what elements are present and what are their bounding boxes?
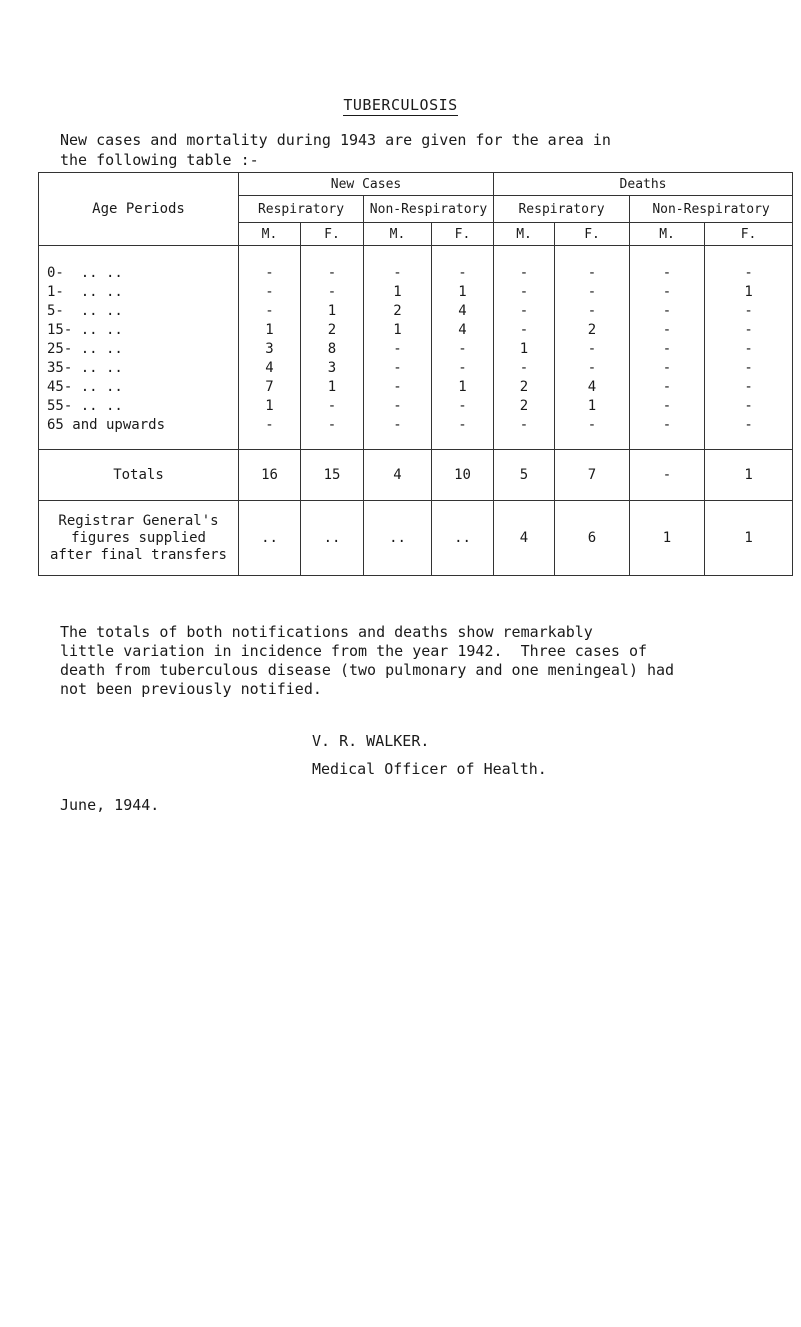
table-cell: 1 [265,322,274,338]
new-respiratory-header: Respiratory [239,196,364,223]
table-cell: - [519,265,529,281]
sex-header: F. [432,223,494,246]
table-cell: 1 [393,322,402,338]
deaths-respiratory-header: Respiratory [494,196,630,223]
table-cell: 4 [458,303,467,319]
registrar-value: 6 [555,501,630,576]
table-cell: - [662,360,672,376]
table-cell: - [519,322,529,338]
table-cell: 1 [519,341,529,357]
table-cell: - [327,265,337,281]
table-cell: - [265,265,274,281]
value-column [364,246,432,450]
table-cell: - [587,341,597,357]
new-cases-header: New Cases [239,173,494,196]
table-cell: 4 [458,322,467,338]
total-value: 5 [494,450,555,501]
report-date: June, 1944. [60,796,160,814]
registrar-label: Registrar General's figures supplied after final transfers [39,501,239,576]
page-title: TUBERCULOSIS [343,96,458,114]
table-cell: 2 [519,398,529,414]
table-cell: 1 [327,379,337,395]
registrar-value: .. [432,501,494,576]
table-cell: 7 [265,379,274,395]
table-cell: - [662,303,672,319]
table-cell: - [662,398,672,414]
summary-paragraph [60,623,780,699]
value-column [705,246,793,450]
table-cell: - [393,417,402,433]
age-period: 0- .. .. [47,265,123,281]
registrar-value: 4 [494,501,555,576]
sex-header: M. [364,223,432,246]
age-periods-column [39,246,239,450]
registrar-value: .. [301,501,364,576]
age-period: 15- .. .. [47,322,123,338]
age-period: 45- .. .. [47,379,123,395]
table-cell: 8 [327,341,337,357]
table-cell: 1 [458,379,467,395]
table-cell: - [662,322,672,338]
paragraph-line: The totals of both notifications and deaths show remarkably [60,623,593,641]
tuberculosis-table [38,172,793,576]
intro-text [60,130,760,170]
sex-header: F. [555,223,630,246]
table-cell: - [393,341,402,357]
table-cell: - [265,417,274,433]
table-cell: - [744,341,753,357]
table-cell: - [458,398,467,414]
table-cell: 3 [327,360,337,376]
value-column [555,246,630,450]
table-cell: - [744,379,753,395]
totals-label: Totals [39,450,239,501]
table-cell: 4 [587,379,597,395]
sex-header: M. [494,223,555,246]
paragraph-line: little variation in incidence from the year 1942. Three cases of [60,642,647,660]
table-cell: - [519,417,529,433]
table-cell: - [744,360,753,376]
table-cell: - [393,265,402,281]
registrar-value: 1 [630,501,705,576]
table-cell: - [393,360,402,376]
table-cell: 3 [265,341,274,357]
table-cell: 2 [393,303,402,319]
registrar-value: .. [364,501,432,576]
value-column [630,246,705,450]
totals-row [39,450,793,501]
deaths-header: Deaths [494,173,793,196]
table-cell: - [458,417,467,433]
table-cell: - [662,341,672,357]
table-cell: 1 [327,303,337,319]
table-cell: - [393,398,402,414]
age-period: 65 and upwards [47,417,166,433]
table-cell: - [662,417,672,433]
total-value: 7 [555,450,630,501]
paragraph-line: not been previously notified. [60,680,322,698]
table-cell: 1 [458,284,467,300]
table-cell: - [519,284,529,300]
registrar-value: .. [239,501,301,576]
table-cell: 1 [744,284,753,300]
total-value: 15 [301,450,364,501]
value-column [432,246,494,450]
table-cell: - [458,360,467,376]
sex-header: M. [630,223,705,246]
age-period: 5- .. .. [47,303,123,319]
total-value: 1 [705,450,793,501]
table-cell: - [662,265,672,281]
paragraph-line: death from tuberculous disease (two pulmonary and one meningeal) had [60,661,675,679]
signature-name: V. R. WALKER. [312,732,430,750]
new-non-respiratory-header: Non-Respiratory [364,196,494,223]
age-period: 35- .. .. [47,360,123,376]
table-cell: - [744,417,753,433]
table-cell: - [587,284,597,300]
intro-line: New cases and mortality during 1943 are given for the area in [60,131,611,149]
table-cell: - [458,265,467,281]
age-period: 1- .. .. [47,284,123,300]
table-cell: - [519,303,529,319]
sex-header: M. [239,223,301,246]
table-cell: - [265,284,274,300]
signature-role: Medical Officer of Health. [312,760,547,778]
table-cell: 1 [587,398,597,414]
total-value: 4 [364,450,432,501]
value-column [239,246,301,450]
value-column [301,246,364,450]
intro-line: the following table :- [60,151,259,169]
table-cell: - [587,360,597,376]
table-cell: - [744,398,753,414]
table-cell: 2 [327,322,337,338]
table-cell: - [519,360,529,376]
table-cell: 1 [265,398,274,414]
table-cell: - [662,379,672,395]
value-column [494,246,555,450]
table-cell: - [458,341,467,357]
table-cell: 4 [265,360,274,376]
sex-header: F. [301,223,364,246]
table-cell: 2 [587,322,597,338]
table-cell: - [587,265,597,281]
table-cell: - [587,417,597,433]
registrar-value: 1 [705,501,793,576]
table-cell: 2 [519,379,529,395]
table-cell: - [327,417,337,433]
table-cell: - [327,398,337,414]
age-period: 25- .. .. [47,341,123,357]
total-value: 10 [432,450,494,501]
table-cell: - [587,303,597,319]
sex-header: F. [705,223,793,246]
table-cell: 1 [393,284,402,300]
table-cell: - [265,303,274,319]
table-cell: - [662,284,672,300]
total-value: 16 [239,450,301,501]
table-cell: - [393,379,402,395]
age-periods-header: Age Periods [39,173,239,246]
table-cell: - [744,303,753,319]
registrar-row [39,501,793,576]
table-cell: - [744,265,753,281]
age-period: 55- .. .. [47,398,123,414]
table-cell: - [744,322,753,338]
table-cell: - [327,284,337,300]
deaths-non-respiratory-header: Non-Respiratory [630,196,793,223]
total-value: - [630,450,705,501]
